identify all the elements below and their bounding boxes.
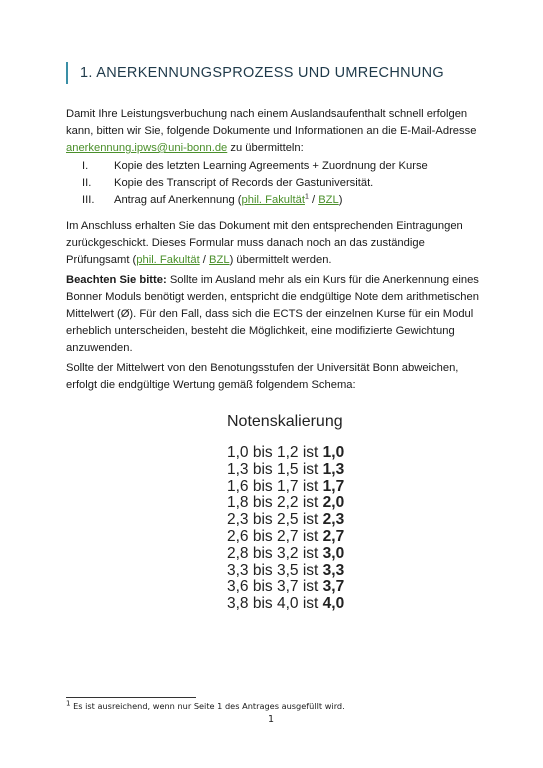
scale-row: 2,6 bis 2,7 ist 2,7 [227, 527, 345, 545]
scheme-paragraph: Sollte der Mittelwert von den Benotungsstufen der Universität Bonn abweichen, erfolgt die endgültige Wertung gemäß folgendem Schema: [66, 362, 459, 391]
footnote: $^1$ Es ist ausreichend, wenn nur Seite 1 des Antrages ausgefüllt wird. [66, 699, 345, 711]
scale-row: 3,3 bis 3,5 ist 3,3 [227, 561, 345, 579]
follow-up-paragraph: Im Anschluss erhalten Sie das Dokument mit den entsprechenden Eintragungen zurückgeschickt. Dieses Formular muss danach noch an das zuständige Prüfungsamt (phil. Fakultät / BZL) übermittelt werden. [66, 220, 463, 266]
email-link[interactable]: anerkennung.ipws@uni-bonn.de [66, 142, 228, 154]
scale-row: 2,3 bis 2,5 ist 2,3 [227, 511, 345, 529]
scale-row: 1,3 bis 1,5 ist 1,3 [227, 460, 345, 478]
bzl-link[interactable]: BZL [318, 194, 339, 206]
bzl-link[interactable]: BZL [209, 254, 230, 266]
footnote-divider [66, 697, 196, 698]
footnote-marker: 1 [304, 193, 309, 201]
scale-row: 1,8 bis 2,2 ist 2,0 [227, 494, 345, 512]
list-item: I. Kopie des letzten Learning Agreements + Zuordnung der Kurse [82, 160, 428, 172]
scale-row: 1,6 bis 1,7 ist 1,7 [227, 477, 345, 495]
notice-paragraph: Beachten Sie bitte: Sollte im Ausland mehr als ein Kurs für die Anerkennung eines Bonner Moduls benötigt werden, entspricht die endgültige Note dem arithmetischen Mittelwert (Ø). Für den Fall, dass sich die ECTS der einzelnen Kurse für ein Modul erheblich unterscheiden, besteht die Möglichkeit, eine modifizierte Gewichtung anzuwenden. [66, 274, 479, 354]
list-item: II. Kopie des Transcript of Records der Gastuniversität. [82, 177, 374, 189]
scale-row: 1,0 bis 1,2 ist 1,0 [227, 444, 345, 461]
document-list [66, 158, 486, 209]
list-item: III. Antrag auf Anerkennung (phil. Fakultät$^1$ / BZL) [82, 193, 343, 206]
section-heading: 1. ANERKENNUNGSPROZESS UND UMRECHNUNG [66, 62, 444, 84]
grade-scale-title: Notenskalierung [227, 413, 343, 430]
intro-paragraph: Damit Ihre Leistungsverbuchung nach einem Auslandsaufenthalt schnell erfolgen kann, bitten wir Sie, folgende Dokumente und Informationen an die E-Mail-Adresse anerkennung.ipws@uni-bonn.de zu übermitteln: [66, 108, 477, 154]
page-number: 1 [268, 714, 275, 725]
scale-row: 3,6 bis 3,7 ist 3,7 [227, 578, 345, 596]
phil-fakultaet-link[interactable]: phil. Fakultät [136, 254, 200, 266]
scale-row: 2,8 bis 3,2 ist 3,0 [227, 544, 345, 562]
scale-row: 3,8 bis 4,0 ist 4,0 [227, 595, 345, 613]
phil-fakultaet-link[interactable]: phil. Fakultät [241, 194, 305, 206]
grade-scale [227, 413, 344, 613]
